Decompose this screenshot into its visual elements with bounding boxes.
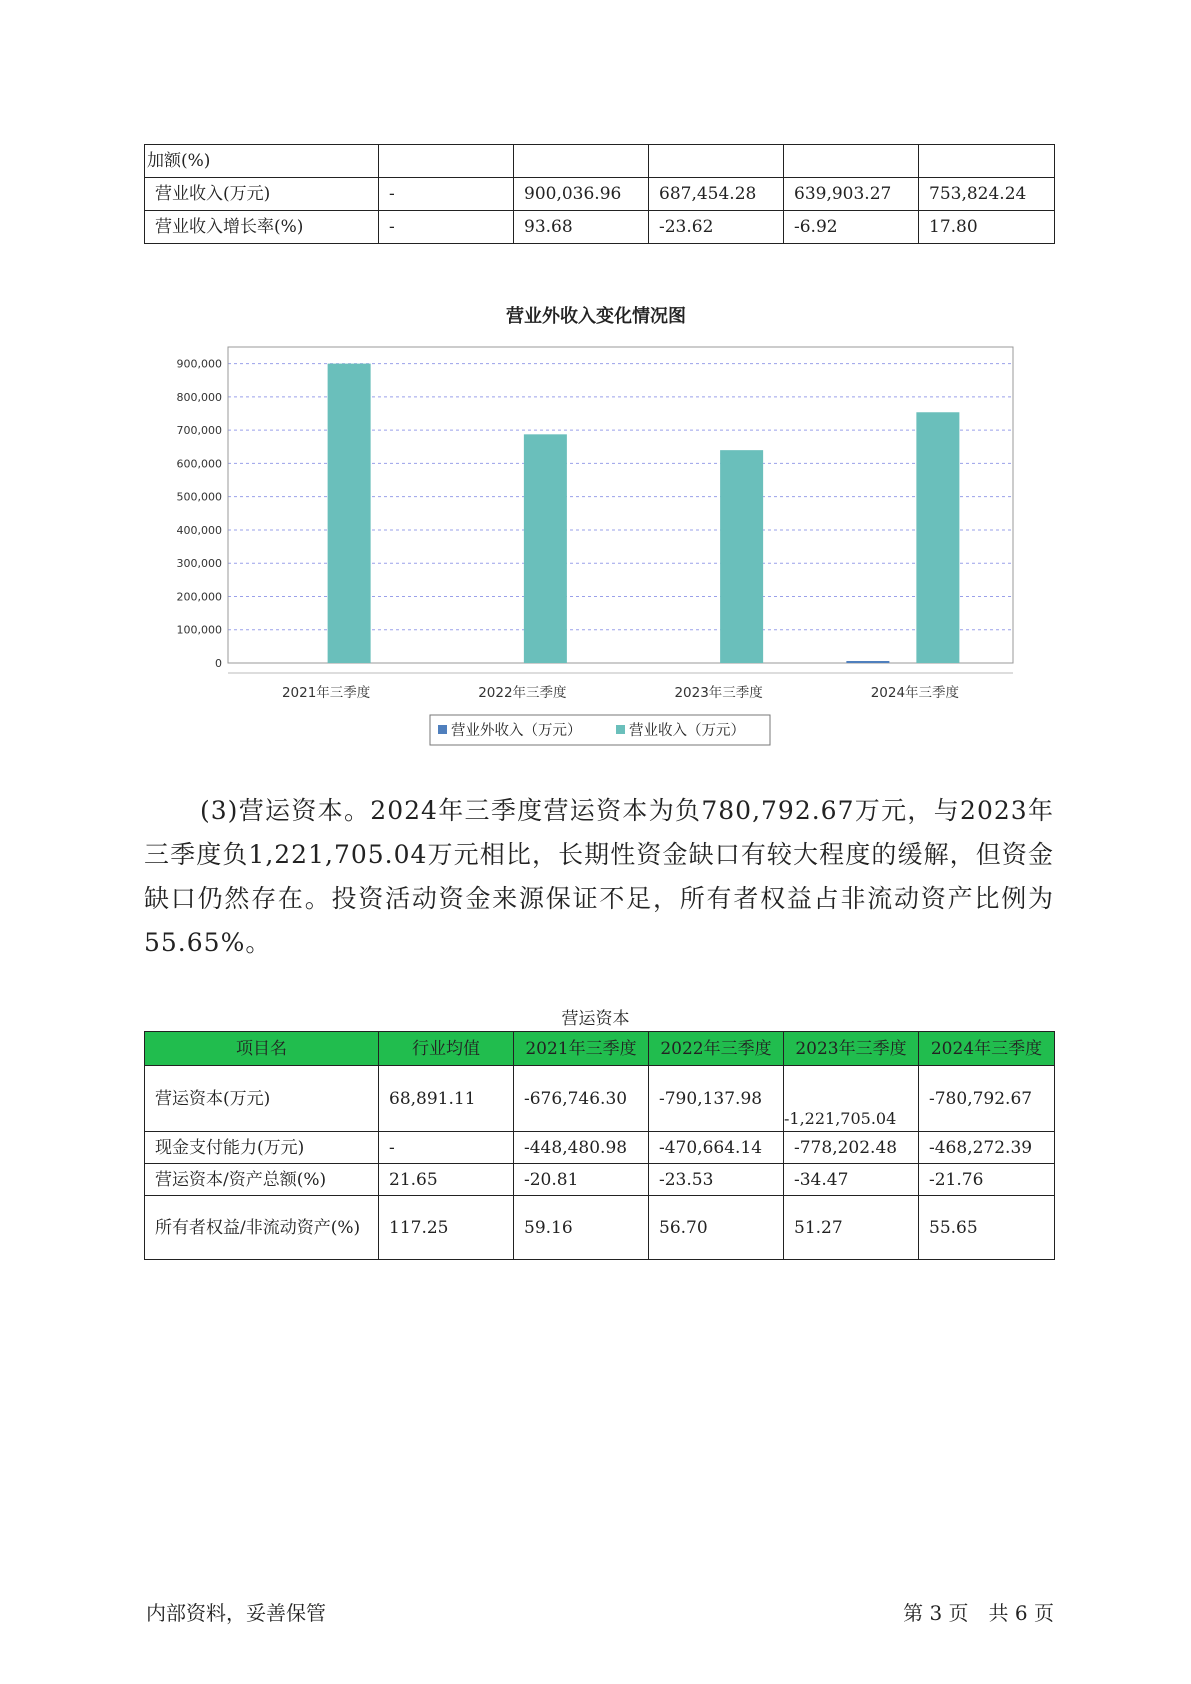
- table-cell: 59.16: [514, 1196, 649, 1260]
- table-cell: 56.70: [649, 1196, 784, 1260]
- body-paragraph: (3)营运资本。2024年三季度营运资本为负780,792.67万元，与2023年三季度负1,221,705.04万元相比，长期性资金缺口有较大程度的缓解，但资金缺口仍然存在。投资活动资金来源保证不足，所有者权益占非流动资产比例为55.65%。: [144, 796, 1054, 957]
- chart-title: 营业外收入变化情况图: [506, 306, 686, 327]
- table-header-cell: 2023年三季度: [784, 1032, 919, 1066]
- x-tick-label: 2024年三季度: [870, 685, 960, 701]
- footer-page-number: 第 3 页 共 6 页: [903, 1601, 1054, 1625]
- bar: [524, 434, 567, 663]
- table-cell: -448,480.98: [514, 1132, 649, 1164]
- table-cell: -34.47: [784, 1164, 919, 1196]
- y-tick-label: 100,000: [176, 623, 222, 637]
- table-cell: 21.65: [379, 1164, 514, 1196]
- table-cell: -1,221,705.04: [784, 1066, 919, 1132]
- table-row: [145, 1066, 1055, 1132]
- table-cell: 17.80: [919, 211, 1055, 244]
- table-header-cell: 2021年三季度: [514, 1032, 649, 1066]
- table-header-cell: 2022年三季度: [649, 1032, 784, 1066]
- table-cell: 加额(%): [145, 145, 379, 178]
- y-tick-label: 0: [215, 657, 222, 670]
- y-tick-label: 600,000: [176, 457, 222, 471]
- bar: [916, 412, 959, 663]
- table-row: [145, 1164, 1055, 1196]
- bar-chart: [0, 0, 1191, 760]
- bar: [720, 450, 763, 663]
- table-header-row: [145, 1032, 1055, 1066]
- working-capital-table: [144, 1031, 1055, 1260]
- table-row: [145, 1196, 1055, 1260]
- table-cell: -6.92: [784, 211, 919, 244]
- bar: [846, 661, 889, 663]
- y-tick-label: 300,000: [176, 557, 222, 571]
- table-cell: -: [379, 211, 514, 244]
- table-header-cell: 项目名: [145, 1032, 379, 1066]
- table-cell: -468,272.39: [919, 1132, 1055, 1164]
- table-cell: 900,036.96: [514, 178, 649, 211]
- table-cell: -20.81: [514, 1164, 649, 1196]
- table-cell: 营业收入(万元): [145, 178, 379, 211]
- table-cell: -21.76: [919, 1164, 1055, 1196]
- y-tick-label: 200,000: [176, 590, 222, 604]
- table-cell: 117.25: [379, 1196, 514, 1260]
- table-cell: 93.68: [514, 211, 649, 244]
- bar: [328, 364, 371, 663]
- y-tick-label: 400,000: [176, 523, 222, 537]
- table-cell: 现金支付能力(万元): [145, 1132, 379, 1164]
- table-cell: 营运资本/资产总额(%): [145, 1164, 379, 1196]
- y-tick-label: 900,000: [176, 357, 222, 371]
- table-row: [145, 1132, 1055, 1164]
- y-tick-label: 500,000: [176, 490, 222, 504]
- legend-swatch: [438, 725, 447, 734]
- y-tick-label: 700,000: [176, 424, 222, 438]
- table-cell: -778,202.48: [784, 1132, 919, 1164]
- legend-label: 营业外收入（万元）: [451, 723, 582, 739]
- table-cell: -: [379, 178, 514, 211]
- table-cell: -: [379, 1132, 514, 1164]
- table-caption: 营运资本: [561, 1009, 630, 1029]
- table-cell: -23.62: [649, 211, 784, 244]
- footer-confidential-note: 内部资料，妥善保管: [146, 1601, 326, 1625]
- table-header-cell: 行业均值: [379, 1032, 514, 1066]
- table-cell: 68,891.11: [379, 1066, 514, 1132]
- table-cell: -790,137.98: [649, 1066, 784, 1132]
- table-cell: -23.53: [649, 1164, 784, 1196]
- table-cell: -780,792.67: [919, 1066, 1055, 1132]
- table-cell: 所有者权益/非流动资产(%): [145, 1196, 379, 1260]
- table-cell: 55.65: [919, 1196, 1055, 1260]
- x-tick-label: 2022年三季度: [478, 685, 567, 701]
- table-header-cell: 2024年三季度: [919, 1032, 1055, 1066]
- table-cell: 51.27: [784, 1196, 919, 1260]
- table-cell: -676,746.30: [514, 1066, 649, 1132]
- x-tick-label: 2021年三季度: [281, 685, 371, 701]
- legend-swatch: [616, 725, 625, 734]
- table-cell: 639,903.27: [784, 178, 919, 211]
- table-cell: 营运资本(万元): [145, 1066, 379, 1132]
- table-cell: 营业收入增长率(%): [145, 211, 379, 244]
- table-cell: -470,664.14: [649, 1132, 784, 1164]
- legend-label: 营业收入（万元）: [629, 723, 745, 739]
- table-cell: 687,454.28: [649, 178, 784, 211]
- x-tick-label: 2023年三季度: [674, 685, 763, 701]
- table-cell: 753,824.24: [919, 178, 1055, 211]
- y-tick-label: 800,000: [176, 390, 222, 404]
